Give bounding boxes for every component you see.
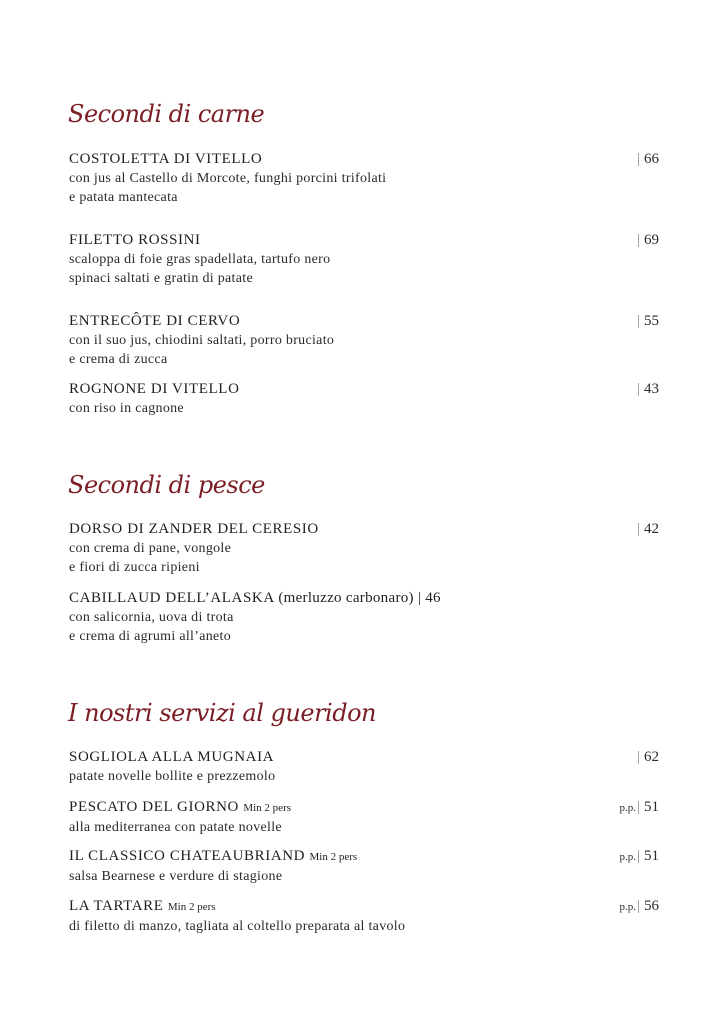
menu-item xyxy=(69,520,659,577)
item-note: Min 2 pers xyxy=(167,901,216,913)
menu-item xyxy=(69,150,659,207)
item-name: IL CLASSICO CHATEAUBRIAND Min 2 pers xyxy=(69,848,358,864)
menu-item xyxy=(69,748,659,786)
item-name: PESCATO DEL GIORNO Min 2 pers xyxy=(69,799,292,815)
item-desc-line: e patata mantecata xyxy=(69,190,178,205)
item-name: ENTRECÔTE DI CERVO xyxy=(69,313,241,329)
item-name: COSTOLETTA DI VITELLO xyxy=(69,151,263,167)
section-title-pesce: Secondi di pesce xyxy=(68,471,265,499)
item-desc-line: e crema di agrumi all’aneto xyxy=(69,629,232,644)
item-desc-line: e fiori di zucca ripieni xyxy=(69,560,200,575)
item-desc-line: spinaci saltati e gratin di patate xyxy=(69,271,253,286)
item-desc-line: con riso in cagnone xyxy=(69,401,184,416)
menu-item xyxy=(69,380,659,418)
item-name: SOGLIOLA ALLA MUGNAIA xyxy=(69,749,275,765)
item-price: | 62 xyxy=(636,749,659,765)
menu-item xyxy=(69,312,659,369)
menu-item xyxy=(69,589,659,646)
item-desc-line: alla mediterranea con patate novelle xyxy=(69,820,282,835)
item-name: CABILLAUD DELL’ALASKA (merluzzo carbonaro) | 46 xyxy=(69,590,441,606)
menu-item xyxy=(69,798,659,837)
item-desc-line: con salicornia, uova di trota xyxy=(69,610,234,625)
menu-item xyxy=(69,231,659,288)
item-desc-line: con jus al Castello di Morcote, funghi porcini trifolati xyxy=(69,171,387,186)
item-desc-line: con il suo jus, chiodini saltati, porro bruciato xyxy=(69,333,335,348)
item-price: | 43 xyxy=(636,381,659,397)
item-price: | 69 xyxy=(636,232,659,248)
section-title-carne: Secondi di carne xyxy=(68,100,265,128)
item-note: Min 2 pers xyxy=(309,851,358,863)
item-desc-line: di filetto di manzo, tagliata al coltello preparata al tavolo xyxy=(69,919,406,934)
item-desc-line: e crema di zucca xyxy=(69,352,168,367)
item-name: ROGNONE DI VITELLO xyxy=(69,381,240,397)
item-price: | 55 xyxy=(636,313,659,329)
item-name-suffix: (merluzzo carbonaro) | 46 xyxy=(278,590,441,606)
item-name: LA TARTARE Min 2 pers xyxy=(69,898,216,914)
section-title-gueridon: I nostri servizi al gueridon xyxy=(68,699,376,727)
menu-item xyxy=(69,847,659,886)
item-price: p.p.| 56 xyxy=(619,898,659,914)
item-name: DORSO DI ZANDER DEL CERESIO xyxy=(69,521,319,537)
item-desc-line: con crema di pane, vongole xyxy=(69,541,232,556)
menu-item xyxy=(69,897,659,936)
item-price: | 42 xyxy=(636,521,659,537)
item-note: Min 2 pers xyxy=(243,802,292,814)
item-price: p.p.| 51 xyxy=(619,848,659,864)
item-price: | 66 xyxy=(636,151,659,167)
item-name: FILETTO ROSSINI xyxy=(69,232,201,248)
item-desc-line: patate novelle bollite e prezzemolo xyxy=(69,769,276,784)
item-price: p.p.| 51 xyxy=(619,799,659,815)
item-desc-line: scaloppa di foie gras spadellata, tartufo nero xyxy=(69,252,331,267)
item-desc-line: salsa Bearnese e verdure di stagione xyxy=(69,869,283,884)
